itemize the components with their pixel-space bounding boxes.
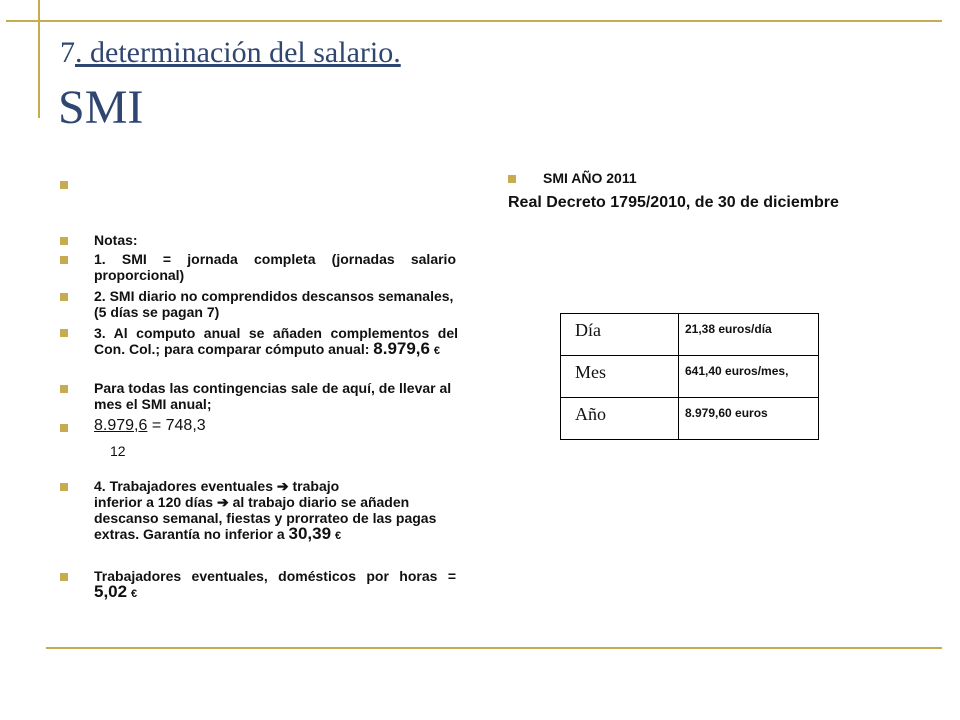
arrow-right-icon: ➔ <box>276 478 289 494</box>
table-row <box>561 398 819 440</box>
top-rule <box>6 20 942 22</box>
note-2: 2. SMI diario no comprendidos descansos semanales, (5 días se pagan 7) <box>94 288 454 320</box>
square-bullet-icon <box>60 329 68 337</box>
table-row <box>561 314 819 356</box>
row-label-mes: Mes <box>561 356 679 398</box>
square-bullet-icon <box>60 181 68 189</box>
bottom-rule <box>46 647 942 649</box>
note-1: 1. SMI = jornada completa (jornadas salario proporcional) <box>94 251 456 283</box>
slide-subtitle: SMI <box>58 81 144 134</box>
decree-reference: Real Decreto 1795/2010, de 30 de diciembre <box>508 194 839 211</box>
note-4-amount: 30,39 <box>288 524 332 543</box>
smi-table <box>560 313 819 440</box>
fraction-result: = 748,3 <box>151 417 206 434</box>
square-bullet-icon <box>60 385 68 393</box>
square-bullet-icon <box>60 293 68 301</box>
row-label-ano: Año <box>561 398 679 440</box>
row-value-dia: 21,38 euros/día <box>679 314 819 356</box>
left-accent-rule <box>38 0 40 118</box>
contingencias-note: Para todas las contingencias sale de aquí, de llevar al mes el SMI anual; <box>94 380 452 412</box>
monthly-fraction <box>94 418 206 434</box>
eventuales-note: Trabajadores eventuales, domésticos por horas = 5,02 € <box>94 568 456 601</box>
square-bullet-icon <box>60 237 68 245</box>
fraction-denominator: 12 <box>110 443 126 459</box>
square-bullet-icon <box>508 175 516 183</box>
row-label-dia: Día <box>561 314 679 356</box>
eventuales-amount: 5,02 <box>94 582 128 601</box>
square-bullet-icon <box>60 424 68 432</box>
smi-year-heading: SMI AÑO 2011 <box>543 170 637 186</box>
square-bullet-icon <box>60 256 68 264</box>
arrow-right-icon: ➔ <box>216 494 229 510</box>
row-value-ano: 8.979,60 euros <box>679 398 819 440</box>
square-bullet-icon <box>60 483 68 491</box>
fraction-numerator: 8.979,6 <box>94 417 148 434</box>
note-3: 3. Al computo anual se añaden complementos del Con. Col.; para comparar cómputo anual: 8.979,6 € <box>94 325 458 358</box>
slide-title: 7. determinación del salario. <box>60 36 401 69</box>
table-row <box>561 356 819 398</box>
row-value-mes: 641,40 euros/mes, <box>679 356 819 398</box>
note-4: 4. Trabajadores eventuales ➔ trabajo inferior a 120 días ➔ al trabajo diario se añaden descanso semanal, fiestas y prorrateo de las pagas extras. Garantía no inferior a 30,39 € <box>94 478 437 543</box>
notes-heading: Notas: <box>94 232 138 248</box>
square-bullet-icon <box>60 573 68 581</box>
note-3-amount: 8.979,6 <box>373 339 430 358</box>
